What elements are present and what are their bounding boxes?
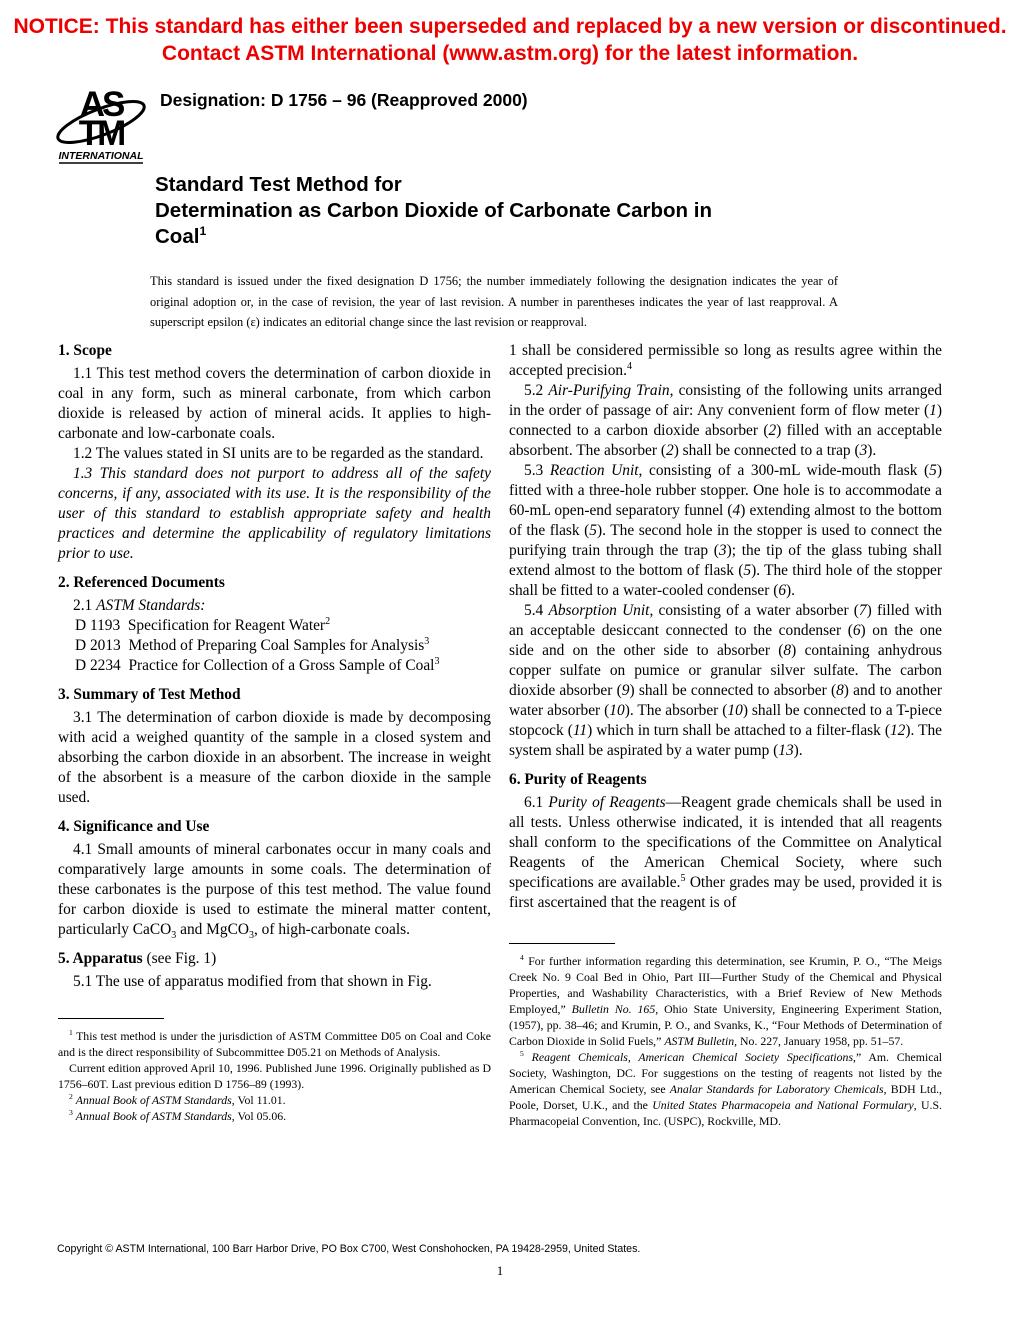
left-footnotes [58,1018,491,1124]
section-heading: 3. Summary of Test Method [58,686,241,703]
left-column-text [58,341,491,992]
paragraph: 4.1 Small amounts of mineral carbonates occur in many coals and comparatively large amounts in some coals. The determination of these carbonates is the purpose of this test method. The value found for carbon dioxide is used to estimate the mineral matter content, particularly CaCO$_3$ and MgCO$_3$, of high-carbonate coals. [58,841,491,942]
section-heading: 6. Purity of Reagents [509,771,647,788]
superseded-notice [0,13,1020,67]
paragraph: D 1193 Specification for Reagent Water$^2$ [75,615,331,634]
footnote-rule [509,943,615,944]
paragraph: D 2234 Practice for Collection of a Gross Sample of Coal$^3$ [75,655,440,674]
notice-line-1: NOTICE: This standard has either been superseded and replaced by a new version or discontinued. [13,15,1007,38]
body-columns [58,341,942,1129]
paragraph: 1.1 This test method covers the determination of carbon dioxide in coal in any form, such as mineral carbonate, from which carbon dioxide is released by action of mineral acids. It applies to high-carbonate and low-carbonate coals. [58,365,491,442]
paragraph: D 2013 Method of Preparing Coal Samples for Analysis$^3$ [75,635,430,654]
logo-monogram-bottom: TM [78,114,124,153]
paragraph: 6.1 Purity of Reagents—Reagent grade chemicals shall be used in all tests. Unless otherwise indicated, it is intended that all reagents shall conform to the specifications of the Committee on Analytical Reagents of the American Chemical Society, where such specifications are available.$^5$ Other grades may be used, provided it is first ascertained that the reagent is of [509,794,942,911]
paragraph: $^5$ Reagent Chemicals, American Chemical Society Specifications,” Am. Chemical Society, Washington, DC. For suggestions on the testing of reagents not listed by the American Chemical Society, see Analar Standards for Laboratory Chemicals, BDH Ltd., Poole, Dorset, U.K., and the United States Pharmacopeia and National Formulary, U.S. Pharmacopeial Convention, Inc. (USPC), Rockville, MD. [509,1049,942,1128]
paragraph: $^3$ Annual Book of ASTM Standards, Vol 05.06. [69,1108,287,1123]
footnote-rule [58,1018,164,1019]
title-line: Determination as Carbon Dioxide of Carbonate Carbon in [155,199,712,222]
right-footnotes [509,943,942,1129]
paragraph: 5.4 Absorption Unit, consisting of a water absorber (7) filled with an acceptable desiccant connected to the condenser (6) on the one side and on the other side to absorber (8) containing anhydrous copper sulfate on pumice or granular silver sulfate. The carbon dioxide absorber (9) shall be connected to absorber (8) and to another water absorber (10). The absorber (10) shall be connected to a T-piece stopcock (11) which in turn shall be attached to a filter-flask (12). The system shall be aspirated by a water pump (13). [509,602,942,759]
issued-note: This standard is issued under the fixed designation D 1756; the number immediately following the designation indicates the year of original adoption or, in the case of revision, the year of last revision. A number in parentheses indicates the year of last reapproval. A superscript epsilon (ε) indicates an editorial change since the last revision or reapproval. [150,274,838,329]
section-heading: 5. Apparatus (see Fig. 1) [58,950,217,967]
right-column [509,341,942,1129]
astm-globe-icon [53,78,149,168]
paragraph: 1.3 This standard does not purport to address all of the safety concerns, if any, associated with its use. It is the responsibility of the user of this standard to establish appropriate safety and health practices and determine the applicability of regulatory limitations prior to use. [58,465,491,562]
paragraph: $^1$ This test method is under the jurisdiction of ASTM Committee D05 on Coal and Coke and is the direct responsibility of Subcommittee D05.21 on Methods of Analysis. [58,1028,491,1059]
section-heading: 2. Referenced Documents [58,574,225,591]
notice-line-2: Contact ASTM International (www.astm.org) for the latest information. [161,42,859,65]
section-heading: 4. Significance and Use [58,818,210,835]
section-heading: 1. Scope [58,342,112,359]
paragraph: 2.1 ASTM Standards: [73,597,206,614]
paragraph: 1 shall be considered permissible so long as results agree within the accepted precision.$^4$ [509,342,942,379]
title-line: Standard Test Method for [155,173,402,196]
right-footnotes-text [509,953,942,1129]
paragraph: Current edition approved April 10, 1996. Published June 1996. Originally published as D 1756–60T. Last previous edition D 1756–89 (1993). [58,1061,491,1091]
title-line: Coal$^1$ [155,224,207,248]
right-column-text [509,341,942,913]
paragraph: 3.1 The determination of carbon dioxide is made by decomposing with acid a weighed quantity of the sample in a closed system and absorbing the carbon dioxide in an absorbent. The increase in weight of the absorbent is a measure of the carbon dioxide in the sample used. [58,709,491,806]
copyright-line: Copyright © ASTM International, 100 Barr Harbor Drive, PO Box C700, West Conshohocken, PA 19428-2959, United States. [57,1243,641,1255]
paragraph: 1.2 The values stated in SI units are to be regarded as the standard. [73,445,484,462]
left-footnotes-text [58,1028,491,1124]
logo-caption: INTERNATIONAL [58,150,144,162]
designation-text: Designation: D 1756 – 96 (Reapproved 2000) [160,90,528,110]
astm-logo-icon [53,78,149,168]
page-number: 1 [496,1263,504,1278]
paragraph: $^2$ Annual Book of ASTM Standards, Vol 11.01. [69,1092,286,1107]
logo-monogram-top: AS [79,85,123,124]
paragraph: 5.3 Reaction Unit, consisting of a 300-mL wide-mouth flask (5) fitted with a three-hole rubber stopper. One hole is to accommodate a 60-mL open-end separatory funnel (4) extending almost to the bottom of the flask (5). The second hole in the stopper is used to connect the purifying train through the trap (3); the tip of the glass tubing shall extend almost to the bottom of flask (5). The third hole of the stopper shall be fitted to a water-cooled condenser (6). [509,462,942,599]
left-column [58,341,491,1129]
document-title [155,172,855,250]
paragraph: $^4$ For further information regarding this determination, see Krumin, P. O., “The Meigs Creek No. 9 Coal Bed in Ohio, Part III—Further Study of the Chemical and Physical Properties, and Washability Characteristics, with a Brief Review of New Methods Employed,” Bulletin No. 165, Ohio State University, Engineering Experiment Station, (1957), pp. 38–46; and Krumin, P. O., and Svanks, K., “Four Methods of Determination of Carbon Dioxide in Solid Fuels,” ASTM Bulletin, No. 227, January 1958, pp. 51–57. [509,953,942,1048]
paragraph: 5.2 Air-Purifying Train, consisting of the following units arranged in the order of passage of air: Any convenient form of flow meter (1) connected to a carbon dioxide absorber (2) filled with an acceptable absorbent. The absorber (2) shall be connected to a trap (3). [509,382,943,459]
paragraph: 5.1 The use of apparatus modified from that shown in Fig. [73,973,432,990]
